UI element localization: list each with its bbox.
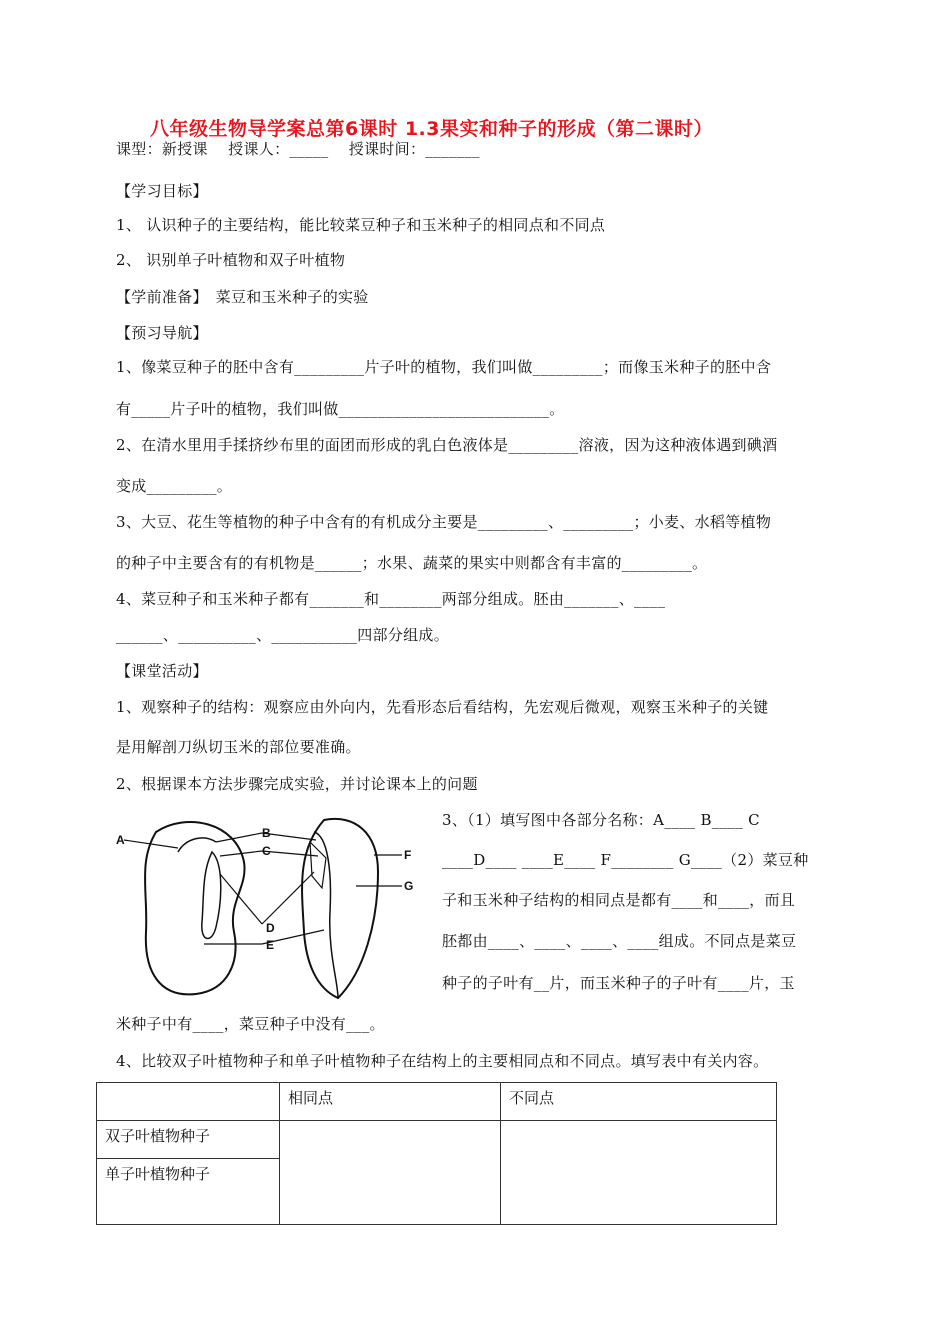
- bean-seed-outline: [145, 822, 245, 994]
- figure-label-g: G: [404, 879, 414, 893]
- activity-3-line-2: ____D____ ____E____ F________ G____（2）菜豆种: [442, 851, 809, 869]
- goal-2: 2、 识别单子叶植物和双子叶植物: [116, 251, 346, 269]
- activity-3-line-3: 子和玉米种子结构的相同点是都有____和____，而且: [442, 891, 796, 909]
- table-header-row: [97, 1083, 777, 1121]
- figure-label-f: F: [404, 848, 412, 862]
- figure-label-b: B: [262, 826, 271, 840]
- figure-label-d: D: [266, 921, 275, 935]
- goals-heading: 【学习目标】: [116, 182, 208, 200]
- activity-1-line-2: 是用解剖刀纵切玉米的部位要准确。: [116, 738, 361, 756]
- lesson-meta: 课型：新授课 授课人：_____ 授课时间：_______: [116, 140, 480, 158]
- activity-3-line-1: 3、（1）填写图中各部分名称：A____ B____ C: [442, 811, 760, 829]
- preview-heading: 【预习导航】: [116, 324, 208, 342]
- corn-embryo-outline: [314, 832, 338, 998]
- activity-4: 4、比较双子叶植物种子和单子叶植物种子在结构上的主要相同点和不同点。填写表中有关内容。: [116, 1052, 769, 1070]
- question-3-line-1: 3、大豆、花生等植物的种子中含有的有机成分主要是_________、_________；小麦、水稻等植物: [116, 513, 772, 531]
- question-2-line-1: 2、在清水里用手揉挤纱布里的面团而形成的乳白色液体是_________溶液，因为这种液体遇到碘酒: [116, 436, 778, 454]
- question-1-line-1: 1、像菜豆种子的胚中含有_________片子叶的植物，我们叫做_________；而像玉米种子的胚中含: [116, 358, 772, 376]
- table-cell-diff-answer[interactable]: [501, 1121, 777, 1225]
- question-1-line-2: 有_____片子叶的植物，我们叫做___________________________。: [116, 400, 565, 418]
- table-row: [97, 1121, 777, 1159]
- question-3-line-2: 的种子中主要含有的有机物是______；水果、蔬菜的果实中则都含有丰富的_________。: [116, 554, 708, 572]
- goal-1: 1、 认识种子的主要结构，能比较菜豆种子和玉米种子的相同点和不同点: [116, 216, 606, 234]
- comparison-table: [96, 1082, 777, 1225]
- table-corner-cell: [97, 1083, 280, 1121]
- figure-label-c: C: [262, 844, 271, 858]
- bean-embryo-outline: [202, 852, 221, 938]
- prep-heading: 【学前准备】 菜豆和玉米种子的实验: [116, 288, 369, 306]
- activity-2: 2、根据课本方法步骤完成实验，并讨论课本上的问题: [116, 775, 478, 793]
- activity-3-line-4: 胚都由____、____、____、____组成。不同点是菜豆: [442, 932, 797, 950]
- page-title: 八年级生物导学案总第6课时 1.3果实和种子的形成（第二课时）: [150, 118, 713, 140]
- activity-3-line-6: 米种子中有____，菜豆种子中没有___。: [116, 1015, 385, 1033]
- question-2-line-2: 变成_________。: [116, 477, 233, 495]
- question-4-line-1: 4、菜豆种子和玉米种子都有_______和________两部分组成。胚由_______、____: [116, 590, 666, 608]
- table-row-dicot-label: 双子叶植物种子: [97, 1121, 280, 1159]
- question-4-line-2: ______、__________、___________四部分组成。: [116, 626, 450, 644]
- table-cell-same-answer[interactable]: [280, 1121, 501, 1225]
- table-header-diff: 不同点: [501, 1083, 777, 1121]
- activity-1-line-1: 1、观察种子的结构：观察应由外向内，先看形态后看结构，先宏观后微观，观察玉米种子的关键: [116, 698, 769, 716]
- seed-structure-figure: [116, 812, 426, 1008]
- table-row-monocot-label: 单子叶植物种子: [97, 1159, 280, 1225]
- class-activity-heading: 【课堂活动】: [116, 662, 208, 680]
- figure-label-a: A: [116, 833, 125, 847]
- figure-label-e: E: [266, 938, 275, 952]
- activity-3-line-5: 种子的子叶有__片，而玉米种子的子叶有____片，玉: [442, 974, 795, 992]
- table-header-same: 相同点: [280, 1083, 501, 1121]
